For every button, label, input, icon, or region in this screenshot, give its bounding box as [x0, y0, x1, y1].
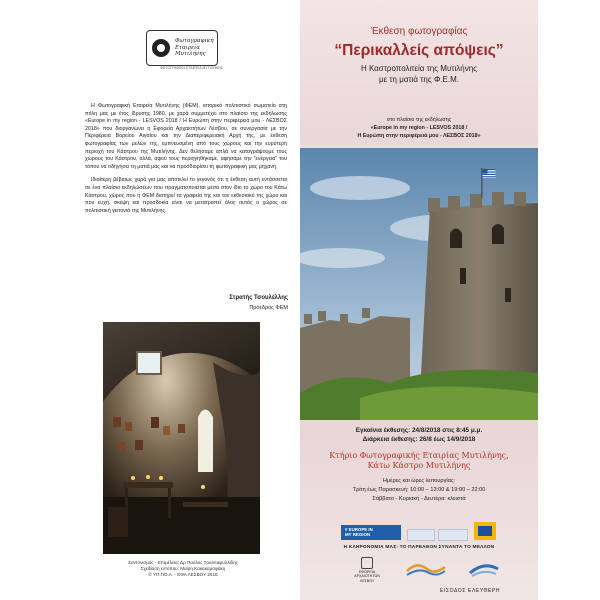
venue-line-2: Κάτω Κάστρο Μυτιλήνης — [367, 461, 471, 470]
sponsor-logo — [407, 529, 435, 541]
intro-paragraph: Ιδιαίτερη βέβαιως χαρά για μας αποτελεί το γεγονός ότι η έκθεση αυτή εντάσσεται σε ένα πλαίσιο εκδηλώσεων που πραγματοποιείται μέσα στον ίδιο το χώρο του Κάτω Κάστρου, χώρος που η ΦΕΜ διατηρεί τα γραφεία της και τον εκθεσιακό της χώρο και που ευχή, σκέψη και προσδοκία είναι να μετατραπεί όλος αυτός ο χώρος σε πολιτιστική γειτονιά της Μυτιλήνης. — [85, 177, 287, 214]
interior-photo-image — [103, 322, 260, 554]
europe-in-my-region-logo: # EUROPE IN MY REGION — [341, 525, 401, 540]
logo-subtitle: ΦΩΤΟΓΡΑΦΙΚΗ ΕΤΑΙΡΕΙΑ ΜΥΤΙΛΗΝΗΣ — [160, 66, 223, 70]
frame-text: στο πλαίσιο της εκδήλωσης — [386, 117, 452, 123]
intro-text — [85, 103, 287, 221]
ephoria-logo: ΕΦΟΡΕΙΑ ΑΡΧΑΙΟΤΗΤΩΝ ΛΕΣΒΟΥ — [342, 557, 392, 583]
camera-icon — [152, 39, 170, 57]
intro-paragraph: Η Φωτογραφική Εταιρεία Μυτιλήνης (ΦΕΜ), ιστορικό πολιτιστικό σωματείο στη πόλη μας με έτος ίδρυσης 1980, με χαρά συμμετέχει στο πλαίσιο της εκδήλωσης «Europe in my region - LESVOS 2018 / Η Ευρώπη στην περιφέρειά μου - ΛΕΣΒΟΣ 2018» που διοργανώνει η Εφορεία Αρχαιοτήτων Λέσβου, σε συνεργασία με την Περιφέρεια Βορείου Αιγαίου και την Διαπεριφερειακή Αρχή της, με έκθεση φωτογραφίας των μελών της, εμπνευσμένη από τους χώρους και την ευρύτερη περιοχή του Κάστρου της Μυτιλήνης. Δεν θελήσαμε απλά να καταγράψουμε τους χώρους του Κάστρου, αλλά, αφού τους περιηγηθήκαμε, αφήσαμε την "ενέργεια" του τόπου να οδηγήσει τη ματιά μας και να προσδιορίσει τη φωτογραφική μας μηχανή. — [85, 103, 287, 170]
castle-photo — [300, 148, 538, 420]
exhibition-kicker: Έκθεση φωτογραφίας — [370, 26, 468, 37]
signature-name: Στρατής Τσουλέλλης — [229, 295, 288, 301]
ephoria-emblem-icon — [361, 557, 373, 569]
logo-text: Φωτογραφική Εταιρεία Μυτιλήνης — [175, 38, 214, 58]
region-logo — [405, 559, 447, 579]
partner-logo — [464, 559, 504, 579]
exhibition-title: “Περικαλλείς απόψεις” — [334, 42, 504, 59]
sail-logo-icon — [464, 559, 504, 579]
interior-photo — [103, 322, 260, 554]
venue-line-1: Κτήριο Φωτογραφικής Εταιρίας Μυτιλήνης, — [329, 451, 509, 460]
exhibition-subtitle-2: με τη ματιά της Φ.Ε.Μ. — [379, 75, 459, 84]
frame-event-name-2: Η Ευρώπη στην περιφέρειά μου - ΛΕΣΒΟΣ 2018» — [357, 133, 481, 139]
sponsor-logo — [438, 529, 468, 541]
exhibition-subtitle: Η Καστροπολιτεία της Μυτιλήνης — [360, 64, 478, 73]
opening-hours-title: Ημέρες και ώρες λειτουργίας: — [382, 478, 456, 484]
society-logo — [146, 30, 218, 66]
eu-flag-logo — [474, 522, 496, 540]
wave-logo-icon — [405, 559, 447, 579]
opening-hours-weekdays: Τρίτη έως Παρασκευή: 10:00 – 13:00 & 19:00 – 22:00 — [352, 487, 486, 493]
free-entry: ΕΙΣΟΔΟΣ ΕΛΕΥΘΕΡΗ — [440, 588, 501, 594]
tagline: Η ΚΛΗΡΟΝΟΜΙΑ ΜΑΣ: ΤΟ ΠΑΡΕΛΘΟΝ ΣΥΝΑΝΤΑ ΤΟ ΜΕΛΛΟΝ — [343, 545, 495, 550]
frame-event-name: «Europe in my region - LESVOS 2018 / — [370, 125, 468, 131]
exhibition-duration: Διάρκεια έκθεσης: 26/8 έως 14/9/2018 — [362, 436, 476, 443]
opening-date: Εγκαίνια έκθεσης: 24/8/2018 στις 8:45 μ.μ. — [355, 427, 483, 434]
opening-hours-closed: Σάββατο - Κυριακή - Δευτέρα: κλειστά — [372, 496, 466, 502]
signature-role: Πρόεδρος ΦΕΜ — [249, 305, 288, 311]
credits: Συντονισμός - Επιμέλεια: Δρ Παύλος Τριανταφυλλίδης Σχεδίαση εντύπου: Μαίρη Κακακαραφάκη © ΥΠ.ΠΟ.Α. - ΕΦΑ ΛΕΣΒΟΥ 2018 — [128, 560, 238, 577]
castle-photo-image — [300, 148, 538, 420]
